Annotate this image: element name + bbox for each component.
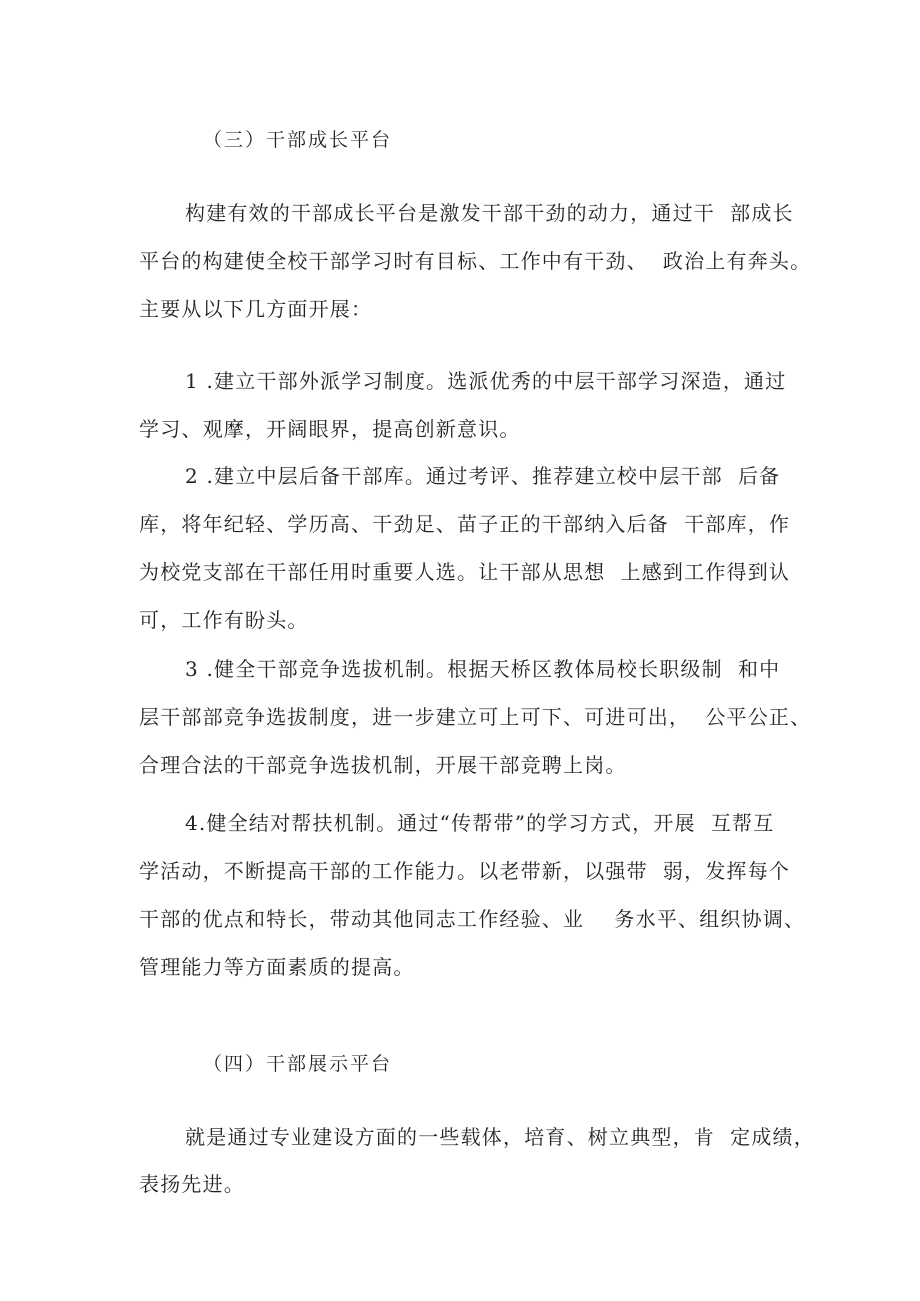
paragraph-line: 表扬先进。 bbox=[139, 1172, 245, 1196]
paragraph-line: 合理合法的干部竞争选拔机制，开展干部竞聘上岗。 bbox=[139, 753, 627, 777]
paragraph-line: 管理能力等方面素质的提高。 bbox=[139, 955, 415, 979]
paragraph-line: 学活动，不断提高干部的工作能力。以老带新，以强带 弱，发挥每个 bbox=[139, 859, 791, 883]
section-4-heading: （四）干部展示平台 bbox=[203, 1053, 393, 1075]
paragraph-line: 干部的优点和特长，带动其他同志工作经验、业 务水平、组织协调、 bbox=[139, 907, 806, 931]
paragraph-line: 构建有效的干部成长平台是激发干部干劲的动力，通过干 部成长 bbox=[185, 201, 794, 225]
paragraph-line: 1 .建立干部外派学习制度。选派优秀的中层干部学习深造，通过 bbox=[185, 369, 787, 393]
paragraph-line: 4.健全结对帮扶机制。通过“传帮带”的学习方式，开展 互帮互 bbox=[185, 811, 775, 835]
paragraph-line: 就是通过专业建设方面的一些载体，培育、树立典型，肯 定成绩， bbox=[185, 1125, 815, 1149]
paragraph-line: 层干部部竞争选拔制度，进一步建立可上可下、可进可出， 公平公正、 bbox=[139, 705, 812, 729]
section-3-heading: （三）干部成长平台 bbox=[203, 129, 393, 151]
paragraph-line: 平台的构建使全校干部学习时有目标、工作中有干劲、 政治上有奔头。 bbox=[139, 249, 812, 273]
paragraph-line: 学习、观摩，开阔眼界，提高创新意识。 bbox=[139, 417, 521, 441]
paragraph-line: 为校党支部在干部任用时重要人选。让干部从思想 上感到工作得到认 bbox=[139, 560, 791, 584]
paragraph-line: 2 .建立中层后备干部库。通过考评、推荐建立校中层干部 后备 bbox=[185, 464, 781, 488]
paragraph-line: 主要从以下几方面开展： bbox=[139, 297, 373, 321]
paragraph-line: 库，将年纪轻、学历高、干劲足、苗子正的干部纳入后备 干部库，作 bbox=[139, 512, 791, 536]
paragraph-line: 可，工作有盼头。 bbox=[139, 608, 309, 632]
paragraph-line: 3 .健全干部竞争选拔机制。根据天桥区教体局校长职级制 和中 bbox=[185, 657, 781, 681]
